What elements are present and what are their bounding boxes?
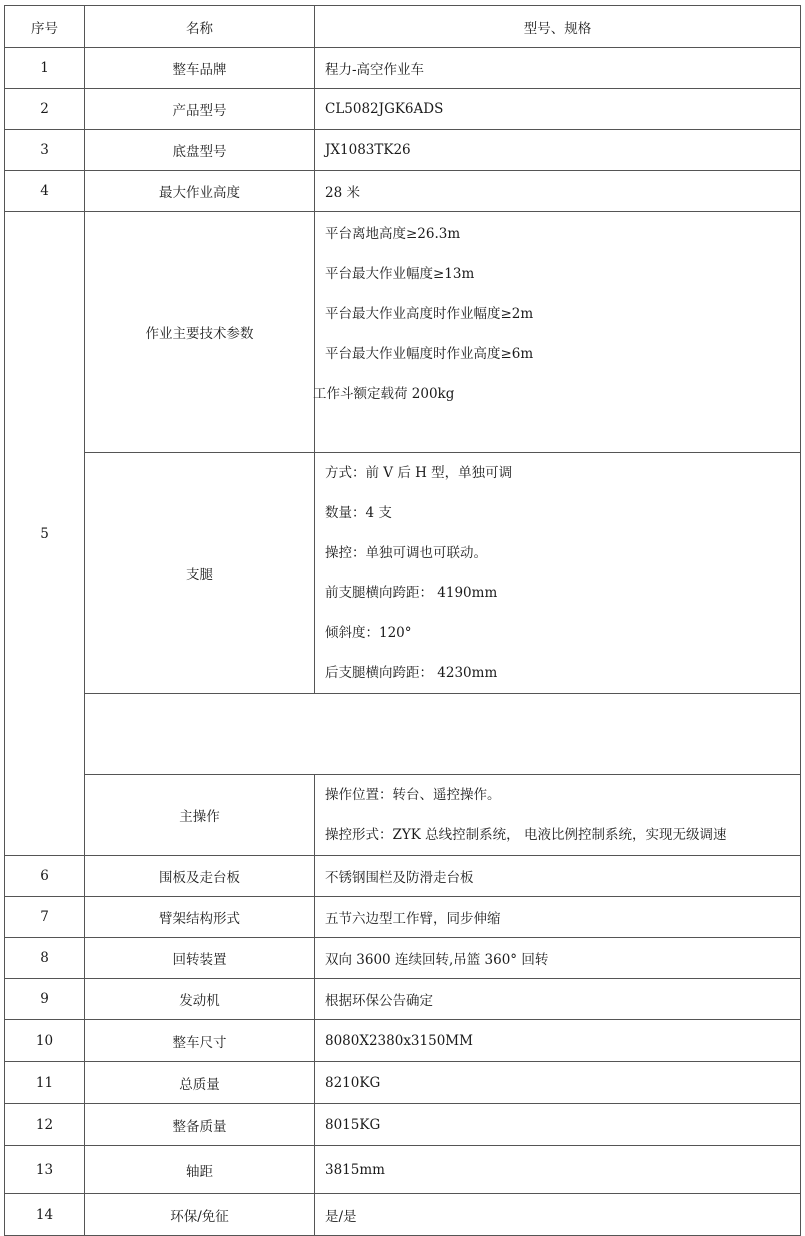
- row-spec: 根据环保公告确定: [315, 979, 801, 1020]
- row-spec: 是/是: [315, 1194, 801, 1236]
- legs-name: 支腿: [85, 453, 315, 694]
- row-name: 最大作业高度: [85, 171, 315, 212]
- row-spec: 8015KG: [315, 1104, 801, 1146]
- legs-spec: [315, 453, 801, 694]
- tech-params-name: 作业主要技术参数: [85, 212, 315, 453]
- row-name: 环保/免征: [85, 1194, 315, 1236]
- row-name: 发动机: [85, 979, 315, 1020]
- table-row: [5, 89, 801, 130]
- row-no: 2: [5, 89, 85, 130]
- header-spec: 型号、规格: [315, 6, 801, 48]
- row-no: 9: [5, 979, 85, 1020]
- row-no: 10: [5, 1020, 85, 1062]
- row-name: 整备质量: [85, 1104, 315, 1146]
- row-name: 回转装置: [85, 938, 315, 979]
- header-name: 名称: [85, 6, 315, 48]
- ops-line: 操控形式：ZYK 总线控制系统， 电液比例控制系统，实现无级调速: [325, 827, 727, 843]
- table-row: [5, 1194, 801, 1236]
- table-row: [5, 48, 801, 89]
- row-no: 8: [5, 938, 85, 979]
- table-row: [5, 938, 801, 979]
- row-no: 6: [5, 856, 85, 897]
- row-spec: 五节六边型工作臂，同步伸缩: [315, 897, 801, 938]
- table-row: [5, 171, 801, 212]
- table-row-tech: [5, 212, 801, 453]
- row-spec: 28 米: [315, 171, 801, 212]
- row-no: 13: [5, 1146, 85, 1194]
- tech-line: 平台最大作业幅度≥13m: [325, 266, 475, 282]
- table-row: [5, 1062, 801, 1104]
- row-name: 臂架结构形式: [85, 897, 315, 938]
- legs-line: 倾斜度：120°: [325, 625, 412, 641]
- row-no: 1: [5, 48, 85, 89]
- row-name: 产品型号: [85, 89, 315, 130]
- row-no: 7: [5, 897, 85, 938]
- empty-cell: [85, 694, 801, 775]
- row-no: 12: [5, 1104, 85, 1146]
- legs-line: 方式：前 V 后 H 型，单独可调: [325, 465, 513, 481]
- table-row: [5, 897, 801, 938]
- tech-line: 平台最大作业幅度时作业高度≥6m: [325, 346, 534, 362]
- row-spec: CL5082JGK6ADS: [315, 89, 801, 130]
- row-no: 4: [5, 171, 85, 212]
- spec-table: [4, 5, 801, 1236]
- table-row-empty: [5, 694, 801, 775]
- header-row: [5, 6, 801, 48]
- legs-line: 数量：4 支: [325, 505, 392, 521]
- table-row: [5, 1146, 801, 1194]
- row-spec: 3815mm: [315, 1146, 801, 1194]
- row-no: 3: [5, 130, 85, 171]
- table-row-ops: [5, 775, 801, 856]
- tech-line: 平台离地高度≥26.3m: [325, 226, 461, 242]
- table-row: [5, 856, 801, 897]
- legs-line: 操控：单独可调也可联动。: [325, 545, 487, 561]
- table-row: [5, 979, 801, 1020]
- row-name: 整车尺寸: [85, 1020, 315, 1062]
- table-row: [5, 130, 801, 171]
- row-spec: 程力-高空作业车: [315, 48, 801, 89]
- row-no-5: 5: [5, 212, 85, 856]
- row-no: 14: [5, 1194, 85, 1236]
- ops-name: 主操作: [85, 775, 315, 856]
- legs-line: 前支腿横向跨距： 4190mm: [325, 585, 498, 601]
- row-name: 轴距: [85, 1146, 315, 1194]
- ops-line: 操作位置：转台、遥控操作。: [325, 787, 501, 803]
- table-row: [5, 1020, 801, 1062]
- table-row-legs: [5, 453, 801, 694]
- row-spec: 不锈钢围栏及防滑走台板: [315, 856, 801, 897]
- row-name: 围板及走台板: [85, 856, 315, 897]
- tech-line: 工作斗额定载荷 200kg: [313, 386, 455, 402]
- row-name: 底盘型号: [85, 130, 315, 171]
- row-no: 11: [5, 1062, 85, 1104]
- header-no: 序号: [5, 6, 85, 48]
- row-spec: 8080X2380x3150MM: [315, 1020, 801, 1062]
- ops-spec: [315, 775, 801, 856]
- row-name: 整车品牌: [85, 48, 315, 89]
- tech-params-spec: [315, 212, 801, 453]
- row-spec: JX1083TK26: [315, 130, 801, 171]
- table-row: [5, 1104, 801, 1146]
- tech-line: 平台最大作业高度时作业幅度≥2m: [325, 306, 534, 322]
- row-spec: 8210KG: [315, 1062, 801, 1104]
- row-spec: 双向 3600 连续回转,吊篮 360° 回转: [315, 938, 801, 979]
- row-name: 总质量: [85, 1062, 315, 1104]
- legs-line: 后支腿横向跨距： 4230mm: [325, 665, 498, 681]
